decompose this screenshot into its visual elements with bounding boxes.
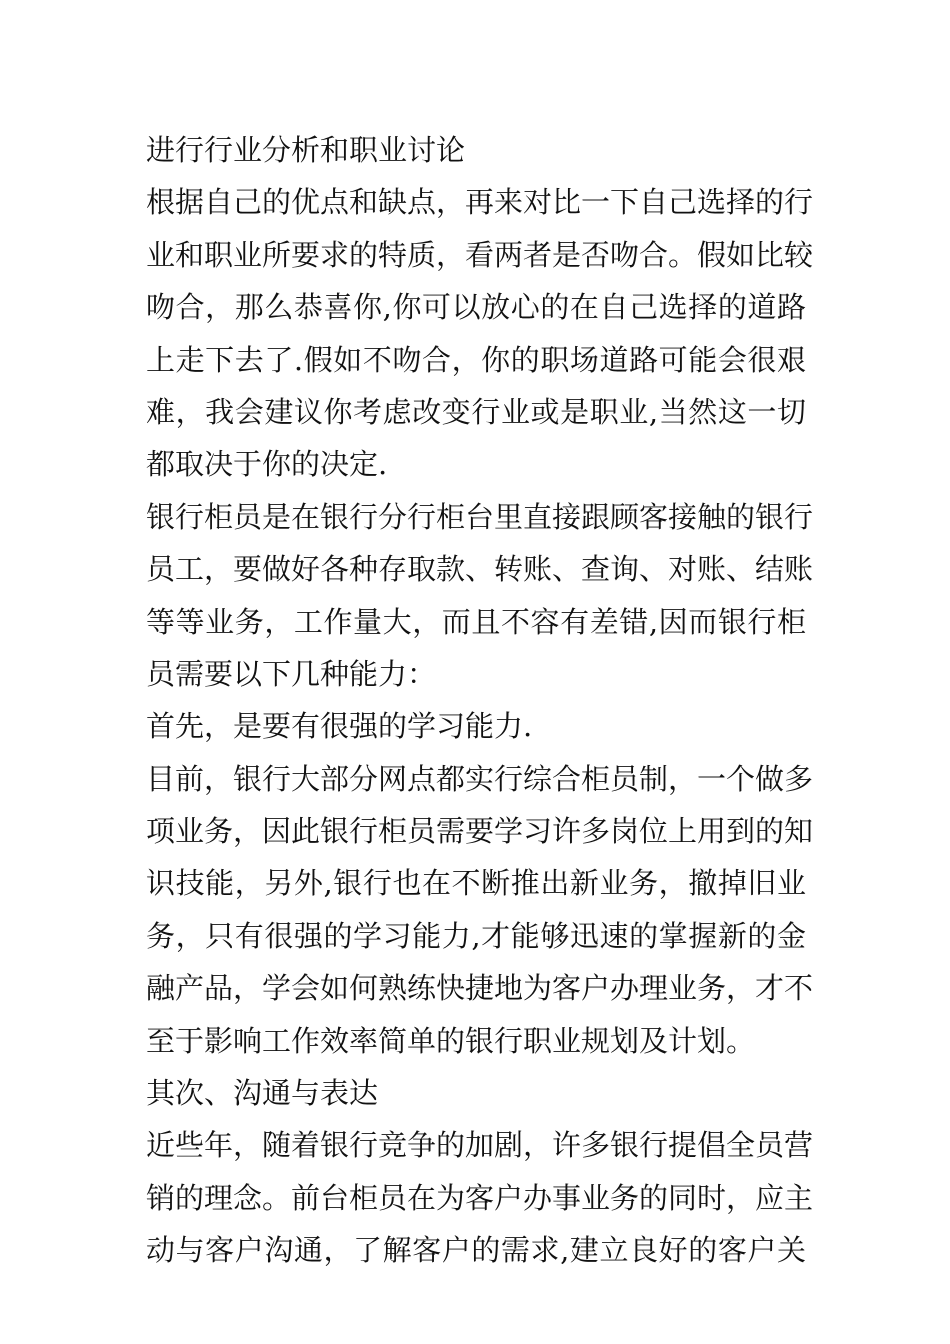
document-body (146, 124, 814, 1277)
paragraph-line: 识技能，另外,银行也在不断推出新业务，撤掉旧业 (146, 866, 806, 901)
paragraph-line: 销的理念。前台柜员在为客户办事业务的同时，应主 (146, 1180, 814, 1215)
paragraph-line: 上走下去了.假如不吻合，你的职场道路可能会很艰 (146, 342, 806, 377)
paragraph-line: 都取决于你的决定. (146, 447, 388, 482)
heading-learning-ability: 首先，是要有很强的学习能力. (146, 709, 533, 744)
paragraph-line: 员工，要做好各种存取款、转账、查询、对账、结账 (146, 552, 814, 587)
paragraph-line: 目前，银行大部分网点都实行综合柜员制，一个做多 (146, 761, 814, 796)
heading-communication: 其次、沟通与表达 (146, 1076, 379, 1111)
paragraph-line: 难，我会建议你考虑改变行业或是职业,当然这一切 (146, 394, 806, 429)
paragraph-line: 务，只有很强的学习能力,才能够迅速的掌握新的金 (146, 918, 806, 953)
paragraph-line: 员需要以下几种能力： (146, 656, 437, 691)
paragraph-line: 根据自己的优点和缺点，再来对比一下自己选择的行 (146, 185, 814, 220)
paragraph-line: 至于影响工作效率简单的银行职业规划及计划。 (146, 1023, 756, 1058)
paragraph-line: 项业务，因此银行柜员需要学习许多岗位上用到的知 (146, 814, 814, 849)
paragraph-line: 等等业务，工作量大，而且不容有差错,因而银行柜 (146, 604, 806, 639)
paragraph-line: 动与客户沟通，了解客户的需求,建立良好的客户关 (146, 1233, 806, 1268)
paragraph-line: 业和职业所要求的特质，看两者是否吻合。假如比较 (146, 237, 814, 272)
paragraph-line: 近些年，随着银行竞争的加剧，许多银行提倡全员营 (146, 1128, 814, 1163)
paragraph-line: 银行柜员是在银行分行柜台里直接跟顾客接触的银行 (146, 499, 814, 534)
paragraph-line: 融产品，学会如何熟练快捷地为客户办理业务，才不 (146, 971, 814, 1006)
heading-industry-analysis: 进行行业分析和职业讨论 (146, 133, 466, 167)
paragraph-line: 吻合，那么恭喜你,你可以放心的在自己选择的道路 (146, 290, 806, 325)
